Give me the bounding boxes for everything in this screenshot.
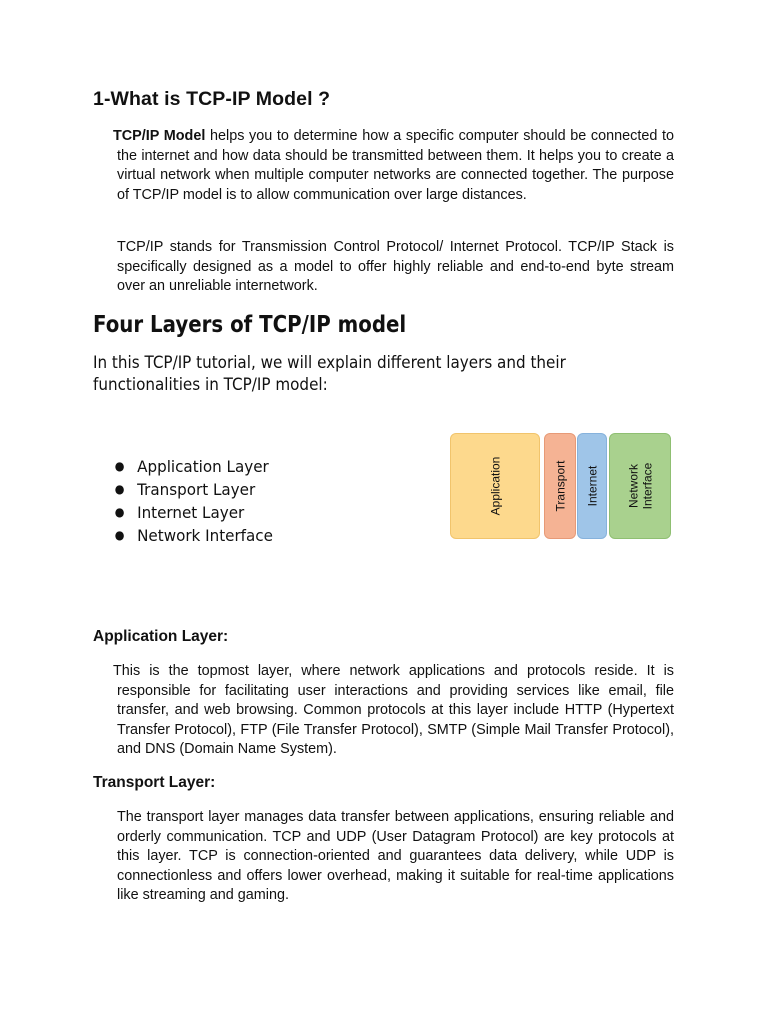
diagram-box-internet — [577, 433, 607, 539]
layer-list — [112, 455, 285, 547]
bullet-icon: ● — [114, 459, 125, 473]
section-intro: In this TCP/IP tutorial, we will explain different layers and their functionalities in TCP/IP model: — [93, 353, 566, 394]
list-item-label: Transport Layer — [137, 480, 256, 499]
application-layer-heading: Application Layer: — [93, 628, 229, 645]
list-item-label: Application Layer — [137, 457, 269, 476]
intro-bold-lead: TCP/IP Model — [113, 128, 206, 144]
list-item — [112, 524, 273, 547]
diagram-label-network-interface: Network Interface — [625, 462, 654, 510]
diagram-box-application — [450, 433, 540, 539]
intro-paragraph-text: helps you to determine how a specific computer should be connected to the internet and how data should be transmitted between them. It helps you to create a virtual network when multiple computer networks are connected together. The purpose of TCP/IP model is to allow communication over large distances. — [117, 128, 674, 203]
transport-layer-heading: Transport Layer: — [93, 774, 216, 791]
bullet-icon: ● — [114, 482, 125, 496]
transport-layer-paragraph: The transport layer manages data transfer between applications, ensuring reliable and orderly communication. TCP and UDP (User Datagram Protocol) are key protocols at this layer. TCP is connection-oriented and guarantees data delivery, while UDP is connectionless and offers lower overhead, making it suitable for real-time applications like streaming and gaming. — [117, 809, 674, 904]
definition-paragraph: TCP/IP stands for Transmission Control Protocol/ Internet Protocol. TCP/IP Stack is specifically designed as a model to offer highly reliable and end-to-end byte stream over an unreliable internetwork. — [117, 239, 674, 295]
section-title: Four Layers of TCP/IP model — [93, 312, 407, 338]
diagram-label-application: Application — [488, 456, 502, 516]
diagram-box-network-interface — [609, 433, 671, 539]
diagram-label-transport: Transport — [553, 460, 567, 512]
application-layer-paragraph: This is the topmost layer, where network applications and protocols reside. It is responsible for facilitating user interactions and providing services like email, file transfer, and web browsing. Common protocols at this layer include HTTP (Hypertext Transfer Protocol), FTP (File Transfer Protocol), SMTP (Simple Mail Transfer Protocol), and DNS (Domain Name System). — [113, 663, 674, 758]
bullet-icon: ● — [114, 528, 125, 542]
list-item-label: Network Interface — [137, 526, 273, 545]
list-item-label: Internet Layer — [137, 503, 245, 522]
question-heading: 1-What is TCP-IP Model ? — [93, 88, 331, 110]
diagram-label-internet: Internet — [585, 465, 600, 507]
list-item — [112, 478, 273, 501]
list-item — [112, 455, 273, 478]
bullet-icon: ● — [114, 505, 125, 519]
layers-diagram — [450, 433, 672, 539]
list-item — [112, 501, 273, 524]
diagram-box-transport — [544, 433, 576, 539]
intro-paragraph — [113, 127, 674, 205]
